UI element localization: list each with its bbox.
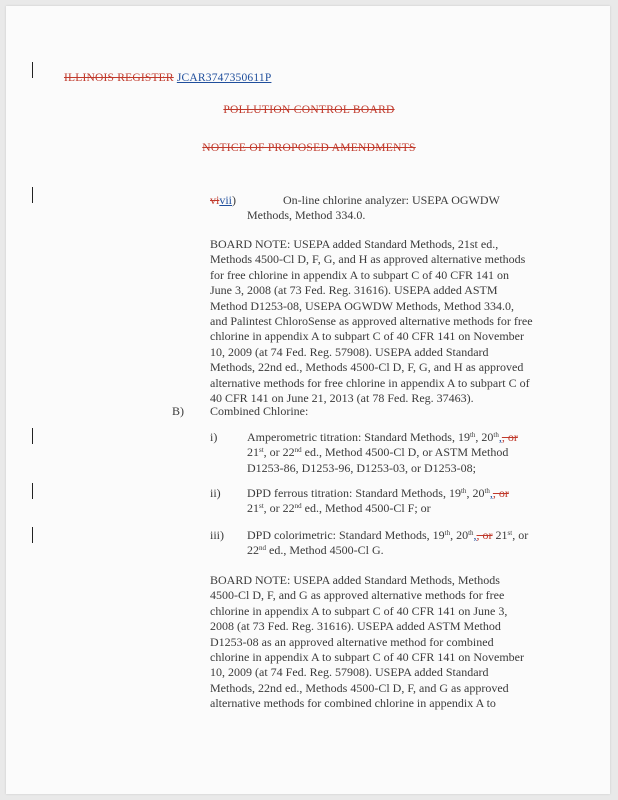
note-line: Method D1253-08, USEPA OGWDW Methods, Method 334.0, [210, 298, 515, 313]
change-bar [32, 527, 33, 543]
text-run: , or 22 [263, 501, 295, 516]
note-line: for free chlorine in appendix A to subpart C of 40 CFR 141 on [210, 267, 509, 282]
item-ii-line1 [247, 486, 547, 501]
inserted-comma: , [473, 528, 477, 542]
item-i-text [247, 430, 547, 476]
board-deleted-text: POLLUTION CONTROL BOARD [223, 104, 395, 116]
text-run: 21 [492, 528, 508, 542]
item-i-label: i) [210, 430, 218, 444]
note-line: 40 CFR 141 on June 21, 2013 (at 78 Fed. Reg. 37463). [210, 391, 474, 406]
change-bar [32, 483, 33, 499]
item-iii-label: iii) [210, 528, 224, 542]
note-line: chlorine in appendix A to subpart C of 40 CFR 141 on November [210, 650, 524, 665]
board-header [0, 104, 618, 116]
note-line: BOARD NOTE: USEPA added Standard Methods, Methods [210, 573, 500, 587]
item-iii-line2 [247, 543, 547, 558]
note-line: Methods 4500-Cl D, F, G, and H as approved alternative methods [210, 252, 526, 267]
superscript: nd [259, 544, 266, 553]
item-i-line3: D1253-86, D1253-96, D1253-03, or D1253-08; [247, 460, 476, 475]
item-ii-line2 [247, 501, 547, 516]
text-run: ed., Method 4500-Cl D, or ASTM Method [301, 445, 509, 460]
text-run: , 20 [475, 430, 494, 444]
superscript: th [468, 529, 474, 537]
section-b-title: Combined Chlorine: [210, 404, 309, 418]
label-inserted: vii [219, 193, 233, 207]
board-note-1 [210, 237, 550, 406]
superscript: nd [294, 502, 302, 511]
note-line: 4500-Cl D, F, and G as approved alternative methods for free [210, 588, 505, 603]
note-line: 2008 (at 73 Fed. Reg. 31616). USEPA added ASTM Method [210, 619, 501, 634]
deleted-or: , or [501, 430, 518, 444]
label-deleted: vi [210, 193, 220, 207]
note-line: chlorine in appendix A to subpart C of 40 CFR 141 on November [210, 329, 524, 344]
note-line: and Palintest ChloroSense as approved alternative methods for free [210, 314, 533, 329]
item-iii-text [247, 528, 547, 559]
register-deleted-text: ILLINOIS REGISTER [64, 72, 174, 84]
text-run: DPD ferrous titration: Standard Methods, 19 [247, 486, 461, 500]
change-bar [32, 187, 33, 203]
text-run: DPD colorimetric: Standard Methods, 19 [247, 528, 445, 542]
superscript: nd [294, 446, 302, 455]
item-vii-line1: On-line chlorine analyzer: USEPA OGWDW [283, 193, 500, 207]
item-i-line2 [247, 445, 547, 460]
note-line: BOARD NOTE: USEPA added Standard Methods, 21st ed., [210, 237, 499, 251]
section-b-label: B) [172, 404, 184, 418]
text-run: , 20 [450, 528, 469, 542]
text-run: , or [512, 528, 529, 542]
text-run: ed., Method 4500-Cl G. [266, 543, 384, 558]
item-iii-line1 [247, 528, 547, 543]
text-run: 22 [247, 543, 259, 558]
text-run: 21 [247, 445, 259, 460]
superscript: th [493, 431, 499, 439]
text-run: ed., Method 4500-Cl F; or [301, 501, 431, 516]
inserted-comma: , [498, 430, 502, 444]
item-ii-text [247, 486, 547, 517]
note-line: Methods, 22nd ed., Methods 4500-Cl D, F, G, and H as approved [210, 360, 524, 375]
superscript: th [469, 431, 476, 439]
register-header [64, 72, 271, 84]
note-line: 10, 2009 (at 74 Fed. Reg. 57908). USEPA added Standard [210, 665, 489, 680]
change-bar [32, 428, 33, 444]
superscript: st [507, 529, 513, 537]
note-line: alternative methods for combined chlorine in appendix A to [210, 696, 496, 711]
board-note-2 [210, 573, 550, 712]
deleted-or: , or [476, 528, 493, 542]
text-run: Amperometric titration: Standard Methods, 19 [247, 430, 470, 444]
text-run: 21 [247, 501, 259, 516]
notice-deleted-text: NOTICE OF PROPOSED AMENDMENTS [202, 142, 416, 154]
superscript: st [259, 502, 264, 511]
label-close: ) [232, 193, 237, 207]
note-line: Methods, 22nd ed., Methods 4500-Cl D, F, and G as approved [210, 680, 509, 695]
item-i-line1 [247, 430, 547, 445]
note-line: alternative methods for free chlorine in appendix A to subpart C of [210, 375, 530, 390]
item-ii-label: ii) [210, 486, 221, 500]
superscript: th [484, 487, 490, 495]
superscript: th [444, 529, 451, 537]
note-line: June 3, 2008 (at 73 Fed. Reg. 31616). USEPA added ASTM [210, 283, 498, 298]
superscript: st [259, 446, 264, 455]
deleted-or: , or [492, 486, 509, 500]
note-line: 10, 2009 (at 74 Fed. Reg. 57908). USEPA added Standard [210, 344, 489, 359]
text-run: , 20 [466, 486, 485, 500]
superscript: th [460, 487, 467, 495]
note-line: D1253-08 as an approved alternative method for combined [210, 634, 494, 649]
notice-header [0, 142, 618, 154]
change-bar [32, 62, 33, 78]
item-vii-label [210, 193, 236, 208]
register-inserted-text: JCAR3747350611P [176, 72, 272, 84]
text-run: , or 22 [263, 445, 295, 460]
inserted-comma: , [489, 486, 493, 500]
note-line: chlorine in appendix A to subpart C of 40 CFR 141 on June 3, [210, 603, 508, 618]
item-vii-line2: Methods, Method 334.0. [247, 208, 366, 222]
